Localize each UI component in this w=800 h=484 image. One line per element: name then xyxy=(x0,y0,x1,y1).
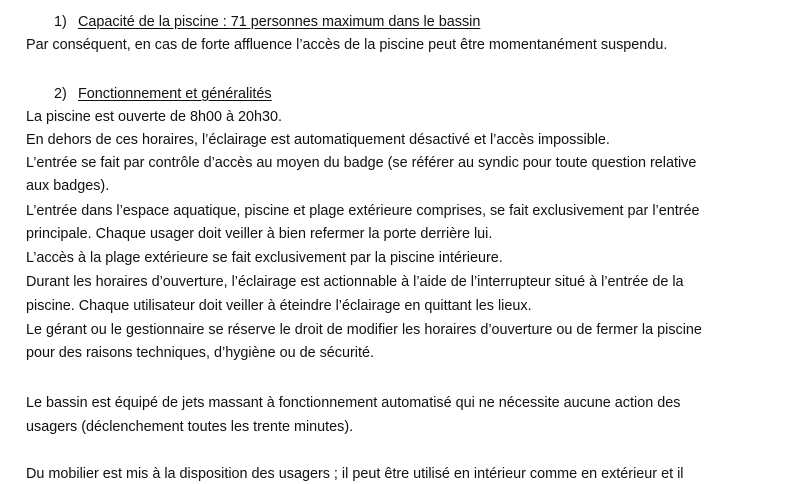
section-1-number: 1) xyxy=(54,14,67,30)
paragraph-jets-line-2: usagers (déclenchement toutes les trente minutes). xyxy=(26,419,354,435)
section-2-title: Fonctionnement et généralités xyxy=(78,86,272,102)
section-2-number: 2) xyxy=(54,86,67,102)
section-2-line-3: L’entrée se fait par contrôle d’accès au moyen du badge (se référer au syndic pour toute question relative xyxy=(26,155,697,171)
section-2-line-5: L’entrée dans l’espace aquatique, piscine et plage extérieure comprises, se fait exclusivement par l’entrée xyxy=(26,203,700,219)
section-1-title: Capacité de la piscine : 71 personnes maximum dans le bassin xyxy=(78,14,481,30)
section-2-line-8: Durant les horaires d’ouverture, l’éclairage est actionnable à l’aide de l’interrupteur situé à l’entrée de la xyxy=(26,274,684,290)
section-2-line-1: La piscine est ouverte de 8h00 à 20h30. xyxy=(26,109,283,125)
paragraph-jets-line-1: Le bassin est équipé de jets massant à fonctionnement automatisé qui ne nécessite aucune action des xyxy=(26,395,681,411)
section-2-line-11: pour des raisons techniques, d’hygiène ou de sécurité. xyxy=(26,345,374,361)
section-2-line-7: L’accès à la plage extérieure se fait exclusivement par la piscine intérieure. xyxy=(26,250,503,266)
section-2-line-6: principale. Chaque usager doit veiller à bien refermer la porte derrière lui. xyxy=(26,226,493,242)
section-2-line-4: aux badges). xyxy=(26,178,110,194)
section-2-line-10: Le gérant ou le gestionnaire se réserve le droit de modifier les horaires d’ouverture ou de fermer la piscine xyxy=(26,322,702,338)
paragraph-mobilier-line-1: Du mobilier est mis à la disposition des usagers ; il peut être utilisé en intérieur comme en extérieur et il xyxy=(26,466,684,482)
section-1-heading xyxy=(54,12,480,32)
section-2-line-2: En dehors de ces horaires, l’éclairage est automatiquement désactivé et l’accès impossible. xyxy=(26,132,610,148)
section-1-line-1: Par conséquent, en cas de forte affluence l’accès de la piscine peut être momentanément suspendu. xyxy=(26,37,668,53)
section-2-line-9: piscine. Chaque utilisateur doit veiller à éteindre l’éclairage en quittant les lieux. xyxy=(26,298,532,314)
section-2-heading xyxy=(54,84,272,104)
